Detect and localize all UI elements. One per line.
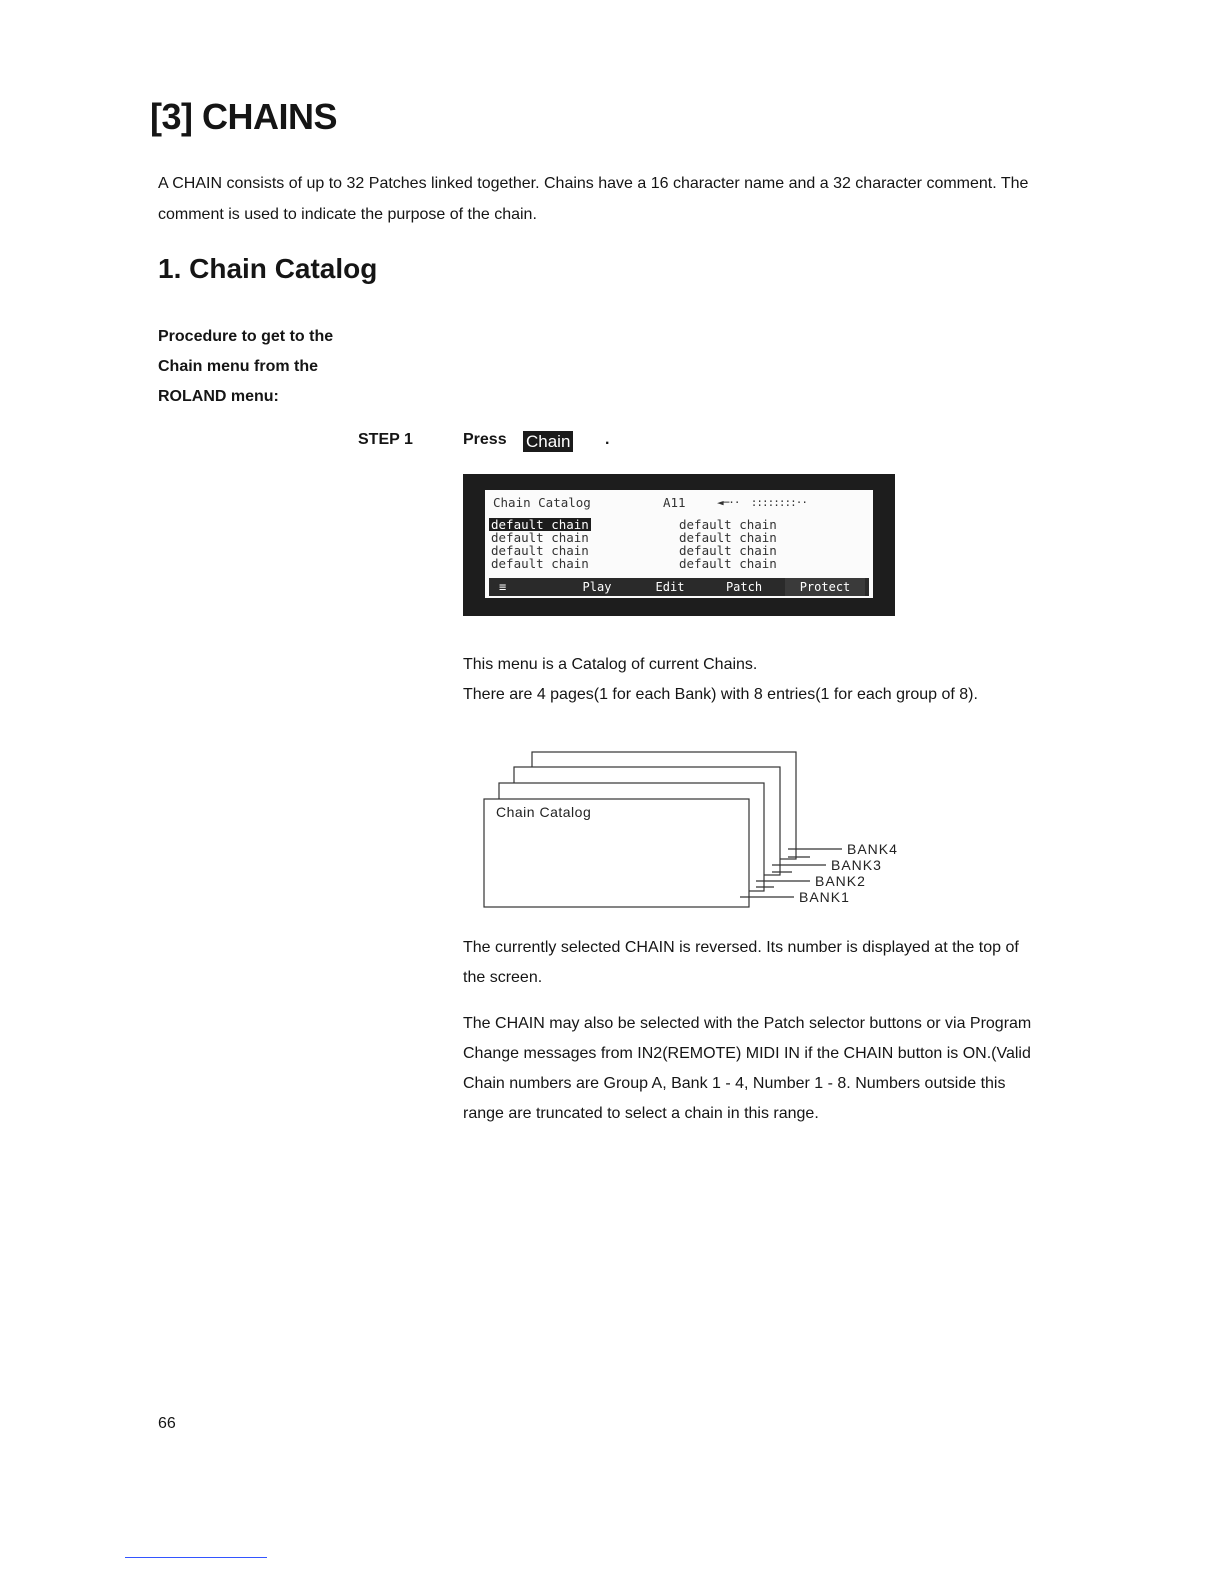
bank3-label: BANK3 (831, 857, 882, 873)
procedure-line-2: Chain menu from the (158, 358, 319, 375)
lcd-entry[interactable]: default chain (491, 530, 589, 545)
footer-rule (125, 1557, 267, 1558)
bank2-label: BANK2 (815, 873, 866, 889)
page-number: 66 (158, 1415, 176, 1432)
lcd-entry[interactable]: default chain (491, 556, 589, 571)
lcd-menu-patch[interactable]: Patch (725, 580, 763, 594)
chain-selection-description: The CHAIN may also be selected with the Patch selector buttons or via Program Change messages from IN2(REMOTE) MIDI IN if the CHAIN button is ON.(Valid Chain numbers are Group A, Bank 1 - 4, Number 1 - 8. Numbers outside this range are truncated to select a chain in this range. (463, 1015, 1032, 1122)
step-period: . (605, 431, 610, 448)
diagram-page-label: Chain Catalog (496, 804, 592, 820)
lcd-entry[interactable]: default chain (679, 556, 777, 571)
bank4-label: BANK4 (847, 841, 898, 857)
bank1-label: BANK1 (799, 889, 850, 905)
lcd-menu-bar (489, 578, 869, 596)
lcd-entry[interactable]: default chain (679, 517, 777, 532)
intro-paragraph: A CHAIN consists of up to 32 Patches linked together. Chains have a 16 character name and a 32 character comment. The comment is used to indicate the purpose of the chain. (158, 175, 1029, 223)
lcd-entry[interactable]: default chain (679, 530, 777, 545)
section-title: [3] CHAINS (150, 96, 338, 137)
selected-chain-description: The currently selected CHAIN is reversed. Its number is displayed at the top of the screen. (463, 939, 1019, 986)
lcd-title: Chain Catalog (493, 495, 591, 510)
press-text: Press (463, 431, 507, 448)
pages-description: There are 4 pages(1 for each Bank) with 8 entries(1 for each group of 8). (463, 686, 978, 703)
lcd-screenshot (463, 474, 895, 616)
step-label: STEP 1 (358, 431, 413, 448)
lcd-chain-id: A11 (663, 495, 686, 510)
lcd-menu-edit[interactable]: Edit (655, 580, 685, 594)
subsection-title: 1. Chain Catalog (158, 253, 378, 284)
lcd-screen (485, 490, 873, 598)
procedure-line-1: Procedure to get to the (158, 328, 334, 345)
lcd-entry-selected[interactable]: default chain (491, 517, 589, 532)
lcd-entry[interactable]: default chain (491, 543, 589, 558)
procedure-note (158, 322, 333, 412)
lcd-menu-icon[interactable]: ≡ (499, 580, 507, 594)
bank-pages-diagram (470, 745, 920, 915)
lcd-menu-protect[interactable]: Protect (785, 578, 865, 596)
procedure-line-3: ROLAND menu: (158, 388, 279, 405)
lcd-entry[interactable]: default chain (679, 543, 777, 558)
catalog-description: This menu is a Catalog of current Chains. (463, 656, 758, 673)
chain-key-button[interactable]: Chain (523, 431, 573, 452)
lcd-status-icons: ◄─·· ::::::::·· (717, 496, 807, 509)
lcd-menu-play[interactable]: Play (582, 580, 612, 594)
